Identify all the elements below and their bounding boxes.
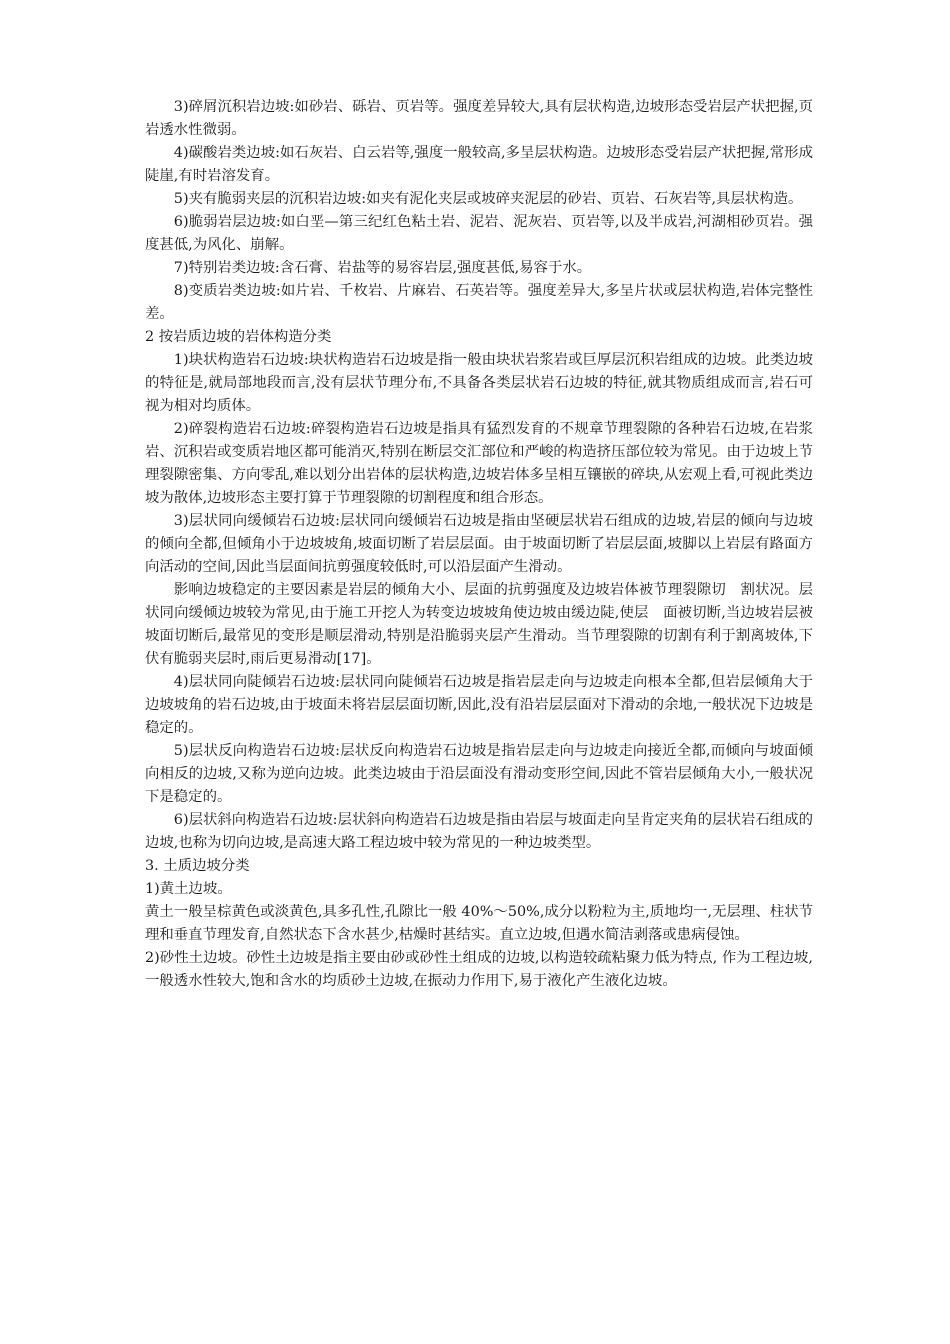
paragraph-weak-interlayer: 5)夹有脆弱夹层的沉积岩边坡:如夹有泥化夹层或坡碎夹泥层的砂岩、页岩、石灰岩等,具层状构造。 (173, 191, 803, 207)
paragraph-steep-dip: 4)层状同向陡倾岩石边坡:层状同向陡倾岩石边坡是指岩层走向与边坡走向根本全都,但岩层倾角大于边坡坡角的岩石边坡,由于坡面未将岩层层面切断,因此,没有沿岩层层面对下滑动的余地,一般状况下边坡是稳定的。 (145, 674, 813, 736)
document-body (145, 96, 813, 993)
paragraph-gentle-dip: 3)层状同向缓倾岩石边坡:层状同向缓倾岩石边坡是指由坚硬层状岩石组成的边坡,岩层的倾向与边坡的倾向全都,但倾角小于边坡坡角,坡面切断了岩层层面。由于坡面切断了岩层层面,坡脚以上岩层有路面方向活动的空间,因此当层面间抗剪强度较低时,可以沿层面产生滑动。 (145, 513, 813, 575)
paragraph-carbonate-rock: 4)碳酸岩类边坡:如石灰岩、白云岩等,强度一般较高,多呈层状构造。边坡形态受岩层产状把握,常形成陡崖,有时岩溶发育。 (145, 145, 813, 184)
paragraph-sandy-soil: 2)砂性土边坡。砂性土边坡是指主要由砂或砂性土组成的边坡,以构造较疏粘聚力低为特点, 作为工程边坡,一般透水性较大,饱和含水的均质砂土边坡,在振动力作用下,易于液化产生液化边坡。 (145, 950, 813, 989)
section-heading-rock-structure: 2 按岩质边坡的岩体构造分类 (145, 329, 332, 345)
paragraph-fractured-structure: 2)碎裂构造岩石边坡:碎裂构造岩石边坡是指具有猛烈发育的不规章节理裂隙的各种岩石边坡,在岩浆岩、沉积岩或变质岩地区都可能消灭,特别在断层交汇部位和严峻的构造挤压部位较为常见。由于边坡上节理裂隙密集、方向零乱,难以划分出岩体的层状构造,边坡岩体多呈相互镶嵌的碎块,从宏观上看,可视此类边坡为散体,边坡形态主要打算于节理裂隙的切割程度和组合形态。 (145, 421, 813, 506)
paragraph-weak-rock: 6)脆弱岩层边坡:如白垩—第三纪红色粘土岩、泥岩、泥灰岩、页岩等,以及半成岩,河湖相砂页岩。强度甚低,为风化、崩解。 (145, 214, 813, 253)
paragraph-reverse-structure: 5)层状反向构造岩石边坡:层状反向构造岩石边坡是指岩层走向与边坡走向接近全都,而倾向与坡面倾向相反的边坡,又称为逆向边坡。此类边坡由于沿层面没有滑动变形空间,因此不管岩层倾角大小,一般状况下是稳定的。 (145, 743, 813, 805)
paragraph-loess-description: 黄土一般呈棕黄色或淡黄色,具多孔性,孔隙比一般 40%～50%,成分以粉粒为主,质地均一,无层理、柱状节理和垂直节理发育,自然状态下含水甚少,枯燥时甚结实。直立边坡,但遇水简洁剥落或患病侵蚀。 (145, 904, 813, 943)
paragraph-block-structure: 1)块状构造岩石边坡:块状构造岩石边坡是指一般由块状岩浆岩或巨厚层沉积岩组成的边坡。此类边坡的特征是,就局部地段而言,没有层状节理分布,不具备各类层状岩石边坡的特征,就其物质组成而言,岩石可视为相对均质体。 (145, 352, 813, 414)
section-heading-soil-slope: 3. 土质边坡分类 (145, 858, 250, 874)
paragraph-metamorphic-rock: 8)变质岩类边坡:如片岩、千枚岩、片麻岩、石英岩等。强度差异大,多呈片状或层状构造,岩体完整性差。 (145, 283, 813, 322)
paragraph-clastic-rock: 3)碎屑沉积岩边坡:如砂岩、砾岩、页岩等。强度差异较大,具有层状构造,边坡形态受岩层产状把握,页岩透水性微弱。 (145, 99, 813, 138)
paragraph-oblique-structure: 6)层状斜向构造岩石边坡:层状斜向构造岩石边坡是指由岩层与坡面走向呈肯定夹角的层状岩石组成的边坡,也称为切向边坡,是高速大路工程边坡中较为常见的一种边坡类型。 (145, 812, 813, 851)
subheading-loess-slope: 1)黄土边坡。 (145, 881, 232, 897)
paragraph-special-rock: 7)特别岩类边坡:含石膏、岩盐等的易容岩层,强度甚低,易容于水。 (173, 260, 592, 276)
paragraph-stability-factors: 影响边坡稳定的主要因素是岩层的倾角大小、层面的抗剪强度及边坡岩体被节理裂隙切 割状况。层状同向缓倾边坡较为常见,由于施工开挖人为转变边坡坡角使边坡由缓边陡,使层 面被切断,当边坡岩层被坡面切断后,最常见的变形是顺层滑动,特别是沿脆弱夹层产生滑动。当节理裂隙的切割有利于割离坡体,下伏有脆弱夹层时,雨后更易滑动[17]。 (145, 582, 813, 667)
